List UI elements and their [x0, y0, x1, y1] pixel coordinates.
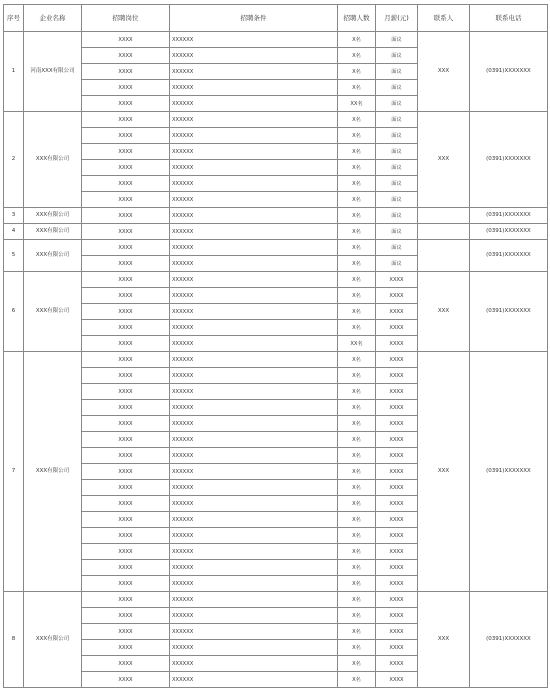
post-cell: XXXX [82, 176, 170, 192]
salary-cell: 面议 [376, 192, 418, 208]
requirement-cell: XXXXXX [170, 464, 338, 480]
salary-cell: 面议 [376, 256, 418, 272]
count-cell: X名 [338, 128, 376, 144]
contact-person: XXX [418, 112, 470, 208]
salary-cell: 面议 [376, 80, 418, 96]
count-cell: XX名 [338, 96, 376, 112]
requirement-cell: XXXXXX [170, 144, 338, 160]
requirement-cell: XXXXXX [170, 368, 338, 384]
count-cell: X名 [338, 608, 376, 624]
count-cell: X名 [338, 176, 376, 192]
post-cell: XXXX [82, 656, 170, 672]
count-cell: X名 [338, 464, 376, 480]
salary-cell: XXXX [376, 672, 418, 688]
requirement-cell: XXXXXX [170, 304, 338, 320]
table-row [4, 32, 548, 48]
post-cell: XXXX [82, 320, 170, 336]
post-cell: XXXX [82, 384, 170, 400]
salary-cell: 面议 [376, 224, 418, 240]
requirement-cell: XXXXXX [170, 432, 338, 448]
requirement-cell: XXXXXX [170, 496, 338, 512]
salary-cell: 面议 [376, 208, 418, 224]
requirement-cell: XXXXXX [170, 528, 338, 544]
post-cell: XXXX [82, 544, 170, 560]
contact-person: XXX [418, 352, 470, 592]
salary-cell: 面议 [376, 160, 418, 176]
table-row [4, 224, 548, 240]
table-row [4, 240, 548, 256]
salary-cell: XXXX [376, 384, 418, 400]
count-cell: X名 [338, 32, 376, 48]
post-cell: XXXX [82, 608, 170, 624]
post-cell: XXXX [82, 400, 170, 416]
requirement-cell: XXXXXX [170, 512, 338, 528]
salary-cell: XXXX [376, 432, 418, 448]
post-cell: XXXX [82, 224, 170, 240]
requirement-cell: XXXXXX [170, 480, 338, 496]
post-cell: XXXX [82, 352, 170, 368]
requirement-cell: XXXXXX [170, 672, 338, 688]
requirement-cell: XXXXXX [170, 240, 338, 256]
requirement-cell: XXXXXX [170, 576, 338, 592]
company-number: 8 [4, 592, 24, 688]
salary-cell: XXXX [376, 272, 418, 288]
requirement-cell: XXXXXX [170, 32, 338, 48]
count-cell: X名 [338, 224, 376, 240]
post-cell: XXXX [82, 112, 170, 128]
header-phone: 联系电话 [470, 5, 548, 32]
salary-cell: XXXX [376, 624, 418, 640]
count-cell: X名 [338, 576, 376, 592]
post-cell: XXXX [82, 64, 170, 80]
company-name: 河南XXX有限公司 [24, 32, 82, 112]
header-requirement: 招聘条件 [170, 5, 338, 32]
company-name: XXX有限公司 [24, 208, 82, 224]
requirement-cell: XXXXXX [170, 256, 338, 272]
count-cell: X名 [338, 304, 376, 320]
table-row [4, 112, 548, 128]
count-cell: X名 [338, 272, 376, 288]
contact-person [418, 240, 470, 272]
salary-cell: 面议 [376, 176, 418, 192]
requirement-cell: XXXXXX [170, 336, 338, 352]
post-cell: XXXX [82, 304, 170, 320]
salary-cell: XXXX [376, 656, 418, 672]
salary-cell: XXXX [376, 400, 418, 416]
count-cell: X名 [338, 672, 376, 688]
requirement-cell: XXXXXX [170, 272, 338, 288]
salary-cell: XXXX [376, 352, 418, 368]
requirement-cell: XXXXXX [170, 96, 338, 112]
post-cell: XXXX [82, 192, 170, 208]
count-cell: X名 [338, 512, 376, 528]
post-cell: XXXX [82, 672, 170, 688]
count-cell: X名 [338, 192, 376, 208]
company-number: 4 [4, 224, 24, 240]
requirement-cell: XXXXXX [170, 64, 338, 80]
requirement-cell: XXXXXX [170, 352, 338, 368]
count-cell: X名 [338, 320, 376, 336]
requirement-cell: XXXXXX [170, 400, 338, 416]
salary-cell: 面议 [376, 48, 418, 64]
company-number: 7 [4, 352, 24, 592]
header-contact: 联系人 [418, 5, 470, 32]
requirement-cell: XXXXXX [170, 640, 338, 656]
requirement-cell: XXXXXX [170, 224, 338, 240]
contact-phone: (0391)XXXXXXX [470, 272, 548, 352]
salary-cell: 面议 [376, 240, 418, 256]
salary-cell: 面议 [376, 128, 418, 144]
company-number: 6 [4, 272, 24, 352]
post-cell: XXXX [82, 592, 170, 608]
company-name: XXX有限公司 [24, 352, 82, 592]
header-company: 企业名称 [24, 5, 82, 32]
table-row [4, 352, 548, 368]
count-cell: X名 [338, 288, 376, 304]
company-number: 2 [4, 112, 24, 208]
count-cell: X名 [338, 144, 376, 160]
contact-phone: (0391)XXXXXXX [470, 592, 548, 688]
salary-cell: XXXX [376, 544, 418, 560]
salary-cell: XXXX [376, 512, 418, 528]
requirement-cell: XXXXXX [170, 48, 338, 64]
salary-cell: 面议 [376, 144, 418, 160]
salary-cell: 面议 [376, 32, 418, 48]
post-cell: XXXX [82, 496, 170, 512]
post-cell: XXXX [82, 144, 170, 160]
salary-cell: XXXX [376, 288, 418, 304]
count-cell: X名 [338, 640, 376, 656]
contact-person [418, 224, 470, 240]
requirement-cell: XXXXXX [170, 80, 338, 96]
table-body [4, 32, 548, 688]
count-cell: X名 [338, 160, 376, 176]
count-cell: X名 [338, 208, 376, 224]
post-cell: XXXX [82, 128, 170, 144]
salary-cell: XXXX [376, 576, 418, 592]
count-cell: X名 [338, 416, 376, 432]
requirement-cell: XXXXXX [170, 288, 338, 304]
count-cell: X名 [338, 256, 376, 272]
post-cell: XXXX [82, 528, 170, 544]
header-count: 招聘人数 [338, 5, 376, 32]
post-cell: XXXX [82, 160, 170, 176]
post-cell: XXXX [82, 576, 170, 592]
requirement-cell: XXXXXX [170, 192, 338, 208]
salary-cell: XXXX [376, 304, 418, 320]
salary-cell: XXXX [376, 640, 418, 656]
count-cell: X名 [338, 544, 376, 560]
contact-person [418, 208, 470, 224]
company-number: 1 [4, 32, 24, 112]
contact-person: XXX [418, 592, 470, 688]
requirement-cell: XXXXXX [170, 544, 338, 560]
count-cell: X名 [338, 624, 376, 640]
contact-phone: (0391)XXXXXXX [470, 224, 548, 240]
requirement-cell: XXXXXX [170, 160, 338, 176]
requirement-cell: XXXXXX [170, 592, 338, 608]
requirement-cell: XXXXXX [170, 656, 338, 672]
salary-cell: XXXX [376, 368, 418, 384]
post-cell: XXXX [82, 416, 170, 432]
table-row [4, 592, 548, 608]
contact-person: XXX [418, 272, 470, 352]
header-no: 序号 [4, 5, 24, 32]
salary-cell: XXXX [376, 480, 418, 496]
salary-cell: XXXX [376, 448, 418, 464]
post-cell: XXXX [82, 512, 170, 528]
count-cell: X名 [338, 592, 376, 608]
count-cell: X名 [338, 64, 376, 80]
requirement-cell: XXXXXX [170, 560, 338, 576]
post-cell: XXXX [82, 336, 170, 352]
count-cell: X名 [338, 112, 376, 128]
contact-phone: (0391)XXXXXXX [470, 208, 548, 224]
count-cell: XX名 [338, 336, 376, 352]
salary-cell: 面议 [376, 96, 418, 112]
contact-phone: (0391)XXXXXXX [470, 352, 548, 592]
post-cell: XXXX [82, 256, 170, 272]
contact-phone: (0391)XXXXXXX [470, 112, 548, 208]
contact-person: XXX [418, 32, 470, 112]
requirement-cell: XXXXXX [170, 448, 338, 464]
post-cell: XXXX [82, 560, 170, 576]
post-cell: XXXX [82, 368, 170, 384]
count-cell: X名 [338, 400, 376, 416]
count-cell: X名 [338, 480, 376, 496]
table-row [4, 272, 548, 288]
recruitment-table [3, 4, 548, 688]
requirement-cell: XXXXXX [170, 416, 338, 432]
requirement-cell: XXXXXX [170, 128, 338, 144]
salary-cell: 面议 [376, 112, 418, 128]
count-cell: X名 [338, 496, 376, 512]
count-cell: X名 [338, 240, 376, 256]
post-cell: XXXX [82, 464, 170, 480]
count-cell: X名 [338, 368, 376, 384]
requirement-cell: XXXXXX [170, 608, 338, 624]
post-cell: XXXX [82, 80, 170, 96]
count-cell: X名 [338, 448, 376, 464]
requirement-cell: XXXXXX [170, 208, 338, 224]
salary-cell: XXXX [376, 320, 418, 336]
salary-cell: 面议 [376, 64, 418, 80]
salary-cell: XXXX [376, 528, 418, 544]
header-row [4, 5, 548, 32]
count-cell: X名 [338, 560, 376, 576]
salary-cell: XXXX [376, 592, 418, 608]
company-name: XXX有限公司 [24, 272, 82, 352]
header-salary: 月薪(元) [376, 5, 418, 32]
count-cell: X名 [338, 656, 376, 672]
count-cell: X名 [338, 48, 376, 64]
count-cell: X名 [338, 352, 376, 368]
post-cell: XXXX [82, 640, 170, 656]
count-cell: X名 [338, 528, 376, 544]
table-row [4, 208, 548, 224]
requirement-cell: XXXXXX [170, 384, 338, 400]
post-cell: XXXX [82, 288, 170, 304]
salary-cell: XXXX [376, 496, 418, 512]
company-name: XXX有限公司 [24, 240, 82, 272]
post-cell: XXXX [82, 272, 170, 288]
company-name: XXX有限公司 [24, 592, 82, 688]
post-cell: XXXX [82, 240, 170, 256]
count-cell: X名 [338, 432, 376, 448]
post-cell: XXXX [82, 32, 170, 48]
requirement-cell: XXXXXX [170, 624, 338, 640]
company-number: 5 [4, 240, 24, 272]
salary-cell: XXXX [376, 560, 418, 576]
salary-cell: XXXX [376, 336, 418, 352]
company-number: 3 [4, 208, 24, 224]
company-name: XXX有限公司 [24, 224, 82, 240]
contact-phone: (0391)XXXXXXX [470, 240, 548, 272]
count-cell: X名 [338, 80, 376, 96]
requirement-cell: XXXXXX [170, 176, 338, 192]
post-cell: XXXX [82, 48, 170, 64]
count-cell: X名 [338, 384, 376, 400]
header-post: 招聘岗位 [82, 5, 170, 32]
post-cell: XXXX [82, 96, 170, 112]
contact-phone: (0391)XXXXXXX [470, 32, 548, 112]
salary-cell: XXXX [376, 464, 418, 480]
post-cell: XXXX [82, 480, 170, 496]
post-cell: XXXX [82, 624, 170, 640]
requirement-cell: XXXXXX [170, 320, 338, 336]
salary-cell: XXXX [376, 608, 418, 624]
post-cell: XXXX [82, 432, 170, 448]
company-name: XXX有限公司 [24, 112, 82, 208]
post-cell: XXXX [82, 448, 170, 464]
requirement-cell: XXXXXX [170, 112, 338, 128]
post-cell: XXXX [82, 208, 170, 224]
salary-cell: XXXX [376, 416, 418, 432]
